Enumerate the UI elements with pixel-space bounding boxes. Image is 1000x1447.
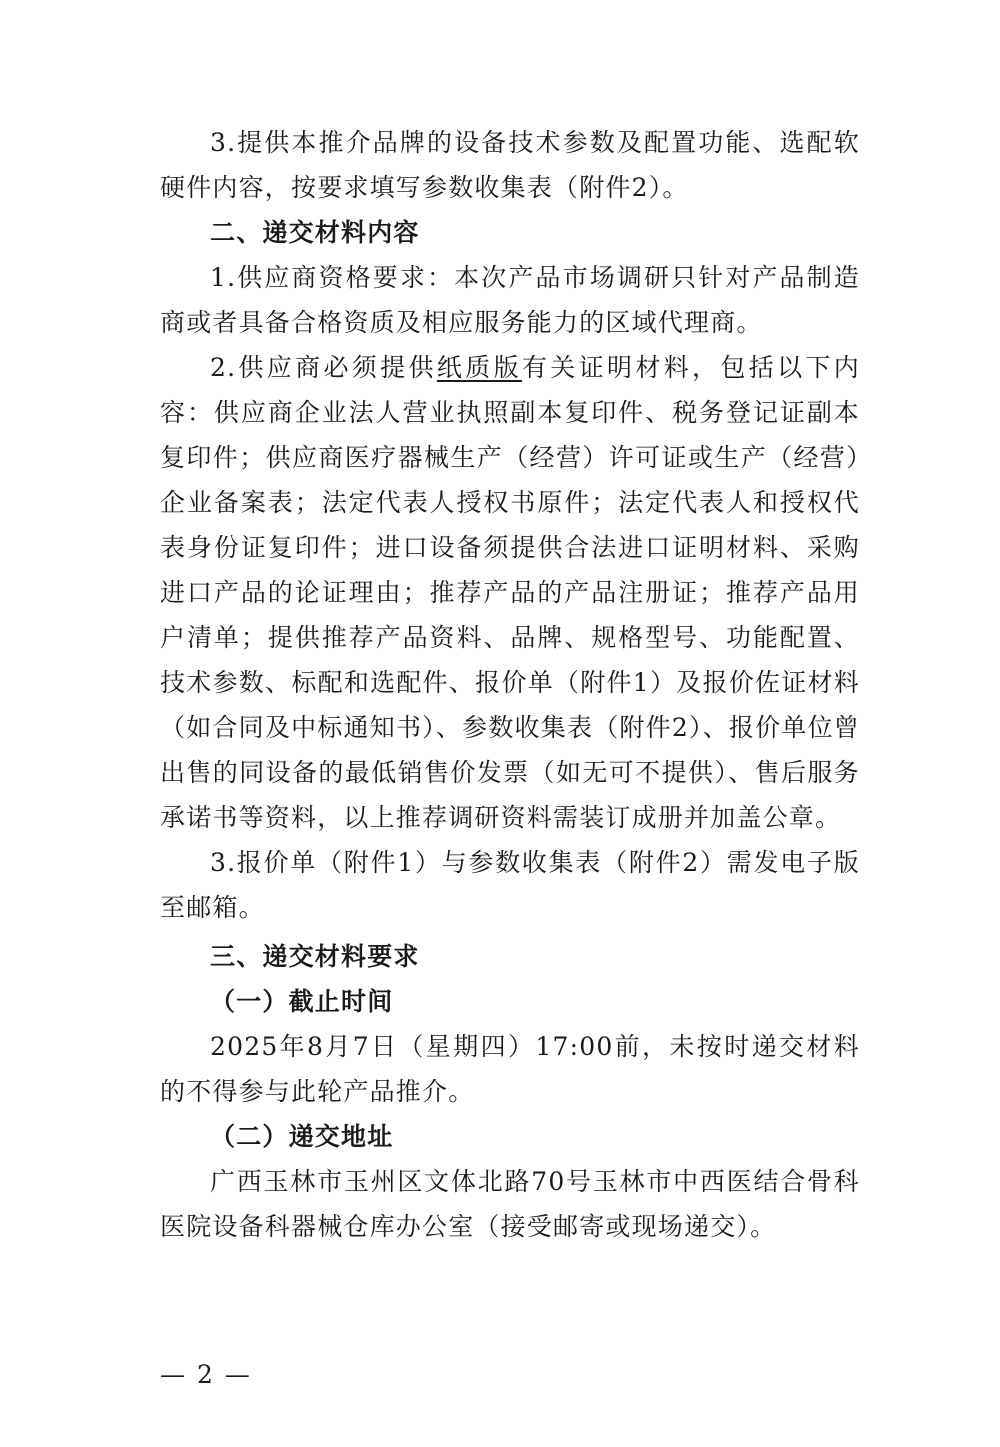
required-documents-prefix: 2.供应商必须提供 — [210, 353, 437, 382]
page-number: — 2 — — [160, 1360, 252, 1389]
paragraph-supplier-qualification: 1.供应商资格要求：本次产品市场调研只针对产品制造商或者具备合格资质及相应服务能力的区域代理商。 — [160, 263, 860, 337]
paragraph-address: 广西玉林市玉州区文体北路70号玉林市中西医结合骨科医院设备科器械仓库办公室（接受邮寄或现场递交）。 — [160, 1167, 860, 1241]
required-documents-list: 有关证明材料，包括以下内容：供应商企业法人营业执照副本复印件、税务登记证副本复印件；供应商医疗器械生产（经营）许可证或生产（经营）企业备案表；法定代表人授权书原件；法定代表人和授权代表身份证复印件；进口设备须提供合法进口证明材料、采购进口产品的论证理由；推荐产品的产品注册证；推荐产品用户清单；提供推荐产品资料、品牌、规格型号、功能配置、技术参数、标配和选配件、报价单（附件1）及报价佐证材料（如合同及中标通知书）、参数收集表（附件2）、报价单位曾出售的同设备的最低销售价发票（如无可不提供）、售后服务承诺书等资料，以上推荐调研资料需装订成册并加盖公章。 — [160, 353, 861, 832]
paragraph-required-documents — [160, 345, 860, 840]
document-body — [160, 120, 860, 1249]
paragraph-electronic-submission: 3.报价单（附件1）与参数收集表（附件2）需发电子版至邮箱。 — [160, 848, 860, 922]
paragraph-deadline: 2025年8月7日（星期四）17:00前，未按时递交材料的不得参与此轮产品推介。 — [160, 1032, 860, 1106]
section-heading-submission-requirements: 三、递交材料要求 — [210, 942, 420, 971]
paragraph-item3-parameters: 3.提供本推介品牌的设备技术参数及配置功能、选配软硬件内容，按要求填写参数收集表（附件2）。 — [160, 128, 860, 202]
subheading-deadline: （一）截止时间 — [210, 987, 394, 1016]
subheading-submission-address: （二）递交地址 — [210, 1122, 394, 1151]
section-heading-submission-content: 二、递交材料内容 — [210, 218, 420, 247]
paper-version-underlined: 纸质版 — [436, 353, 522, 382]
